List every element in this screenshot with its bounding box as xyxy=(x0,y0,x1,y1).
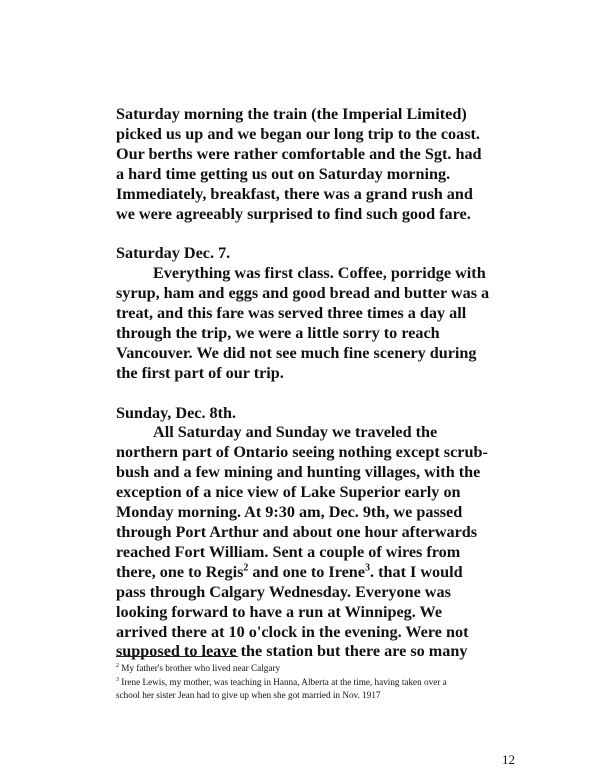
text-line: arrived there at 10 o'clock in the evening. Were not xyxy=(116,622,469,641)
paragraph-gap xyxy=(116,384,586,404)
paragraph-gap xyxy=(116,224,586,244)
text-line: looking forward to have a run at Winnipeg. We xyxy=(116,602,443,621)
text-line: treat, and this fare was served three times a day all xyxy=(116,304,467,323)
text-line: Everything was first class. Coffee, porridge with xyxy=(153,264,486,283)
footnote-text: My father's brother who lived near Calgary xyxy=(119,663,281,673)
page-number: 12 xyxy=(502,752,515,767)
text-line: through Port Arthur and about one hour afterwards xyxy=(116,523,478,541)
text-line: Our berths were rather comfortable and the Sgt. had xyxy=(116,144,482,163)
footnote-ref-3[interactable]: 3 xyxy=(365,562,370,574)
footnote-2 xyxy=(116,662,586,676)
text-line: the first part of our trip. xyxy=(116,363,284,382)
text-line: pass through Calgary Wednesday. Everyone was xyxy=(116,582,451,601)
section-heading: Saturday Dec. 7. xyxy=(116,244,231,263)
text-line: Saturday morning the train (the Imperial Limited) xyxy=(116,105,467,123)
text-line: a hard time getting us out on Saturday morning. xyxy=(116,164,451,183)
text-line: Vancouver. We did not see much fine scenery during xyxy=(116,343,477,362)
text-line: we were agreeably surprised to find such good fare. xyxy=(116,204,471,223)
text-line: picked us up and we began our long trip to the coast. xyxy=(116,124,480,143)
section-heading: Sunday, Dec. 8th. xyxy=(116,403,237,422)
text-line: reached Fort William. Sent a couple of wires from xyxy=(116,542,461,561)
footnote-marker: 2 xyxy=(116,662,119,669)
footnote-3-continued xyxy=(116,689,586,703)
footnote-text: school her sister Jean had to give up when she got married in Nov. 1917 xyxy=(116,690,381,700)
text-line: Monday morning. At 9:30 am, Dec. 9th, we passed xyxy=(116,503,463,522)
text-fragment: and one to Irene xyxy=(248,562,365,581)
text-line: through the trip, we were a little sorry to reach xyxy=(116,323,440,342)
footnote-text: Irene Lewis, my mother, was teaching in Hanna, Alberta at the time, having taken over a xyxy=(119,676,447,687)
footnote-divider xyxy=(116,656,238,657)
text-line: Immediately, breakfast, there was a grand rush and xyxy=(116,184,473,203)
footnotes xyxy=(116,662,586,703)
text-line: syrup, ham and eggs and good bread and butter was a xyxy=(116,284,490,303)
text-line: supposed to leave the station but there are so many xyxy=(116,642,468,661)
text-line: bush and a few mining and hunting villages, with the xyxy=(116,463,481,482)
text-line: exception of a nice view of Lake Superior early on xyxy=(116,483,461,502)
text-line: northern part of Ontario seeing nothing except scrub- xyxy=(116,443,488,462)
footnote-ref-2[interactable]: 2 xyxy=(243,562,249,574)
text-fragment: there, one to Regis xyxy=(116,562,244,581)
text-line-with-footnotes xyxy=(116,563,586,583)
text-line: All Saturday and Sunday we traveled the xyxy=(153,423,438,442)
body-text xyxy=(116,105,586,662)
text-fragment: . that I would xyxy=(370,562,463,581)
footnote-marker: 3 xyxy=(116,676,119,683)
footnote-3 xyxy=(116,676,586,690)
